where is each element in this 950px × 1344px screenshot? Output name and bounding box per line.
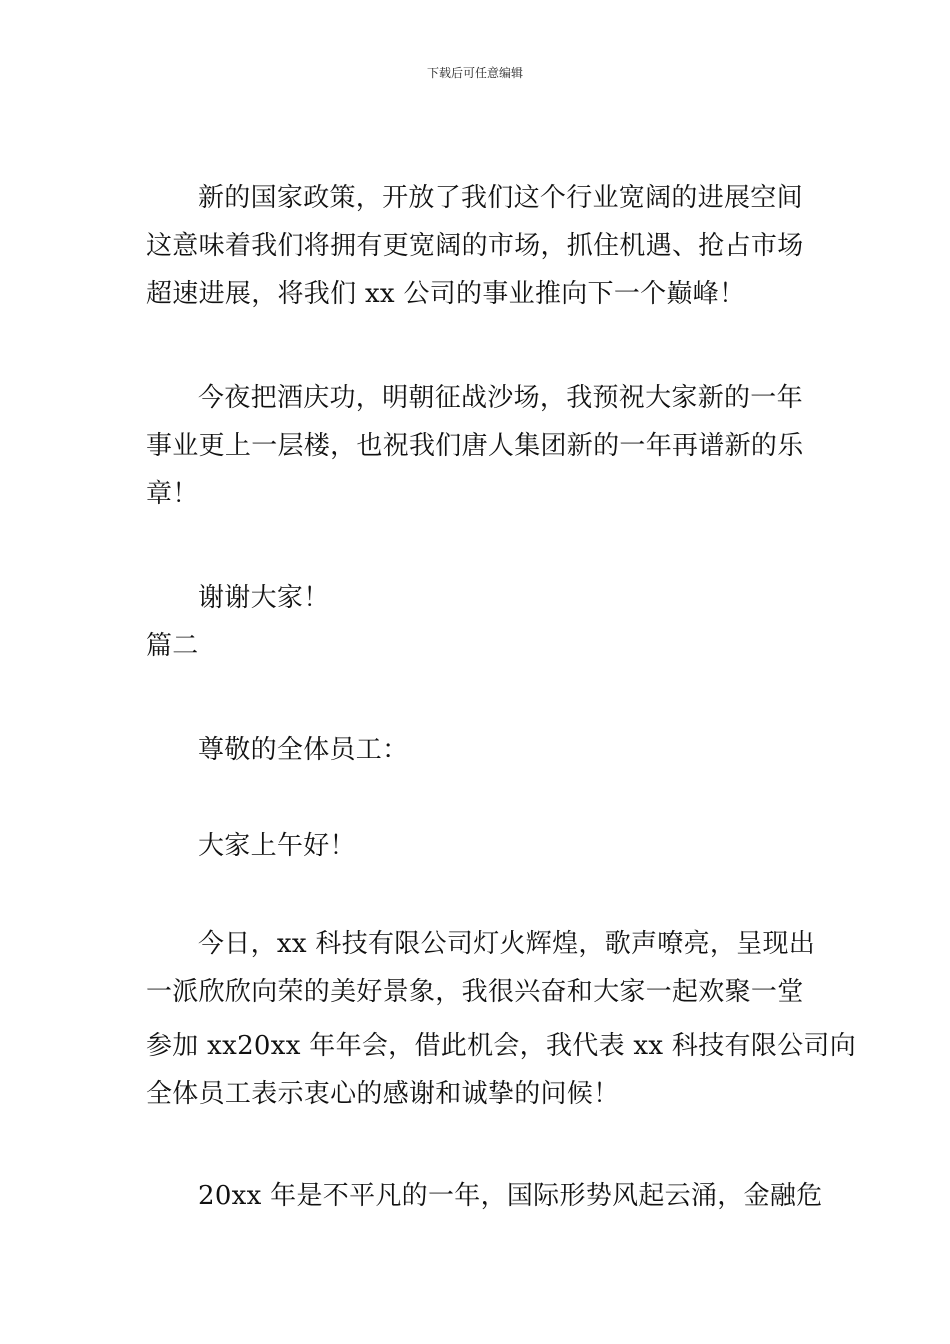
paragraph-line: 这意味着我们将拥有更宽阔的市场，抓住机遇、抢占市场 [146,231,804,261]
salutation: 尊敬的全体员工： [198,735,409,765]
section-heading: 篇二 [146,631,199,661]
paragraph-line: 20xx 年是不平凡的一年，国际形势风起云涌，金融危 [198,1181,823,1211]
paragraph-line: 事业更上一层楼，也祝我们唐人集团新的一年再谱新的乐 [146,431,804,461]
greeting: 大家上午好！ [198,831,356,861]
paragraph-line: 超速进展，将我们 xx 公司的事业推向下一个巅峰！ [146,279,746,309]
paragraph-line: 今夜把酒庆功，明朝征战沙场，我预祝大家新的一年 [198,383,803,413]
paragraph-line: 全体员工表示衷心的感谢和诚挚的问候！ [146,1079,620,1109]
paragraph-line: 参加 xx20xx 年年会，借此机会，我代表 xx 科技有限公司向 [146,1031,857,1061]
paragraph-line: 章！ [146,479,199,509]
paragraph-line: 谢谢大家！ [198,583,330,613]
paragraph-line: 新的国家政策，开放了我们这个行业宽阔的进展空间 [198,183,803,213]
paragraph-line: 今日，xx 科技有限公司灯火辉煌，歌声嘹亮，呈现出 [198,929,816,959]
paragraph-line: 一派欣欣向荣的美好景象，我很兴奋和大家一起欢聚一堂 [146,977,804,1007]
page-header: 下载后可任意编辑 [426,66,523,80]
